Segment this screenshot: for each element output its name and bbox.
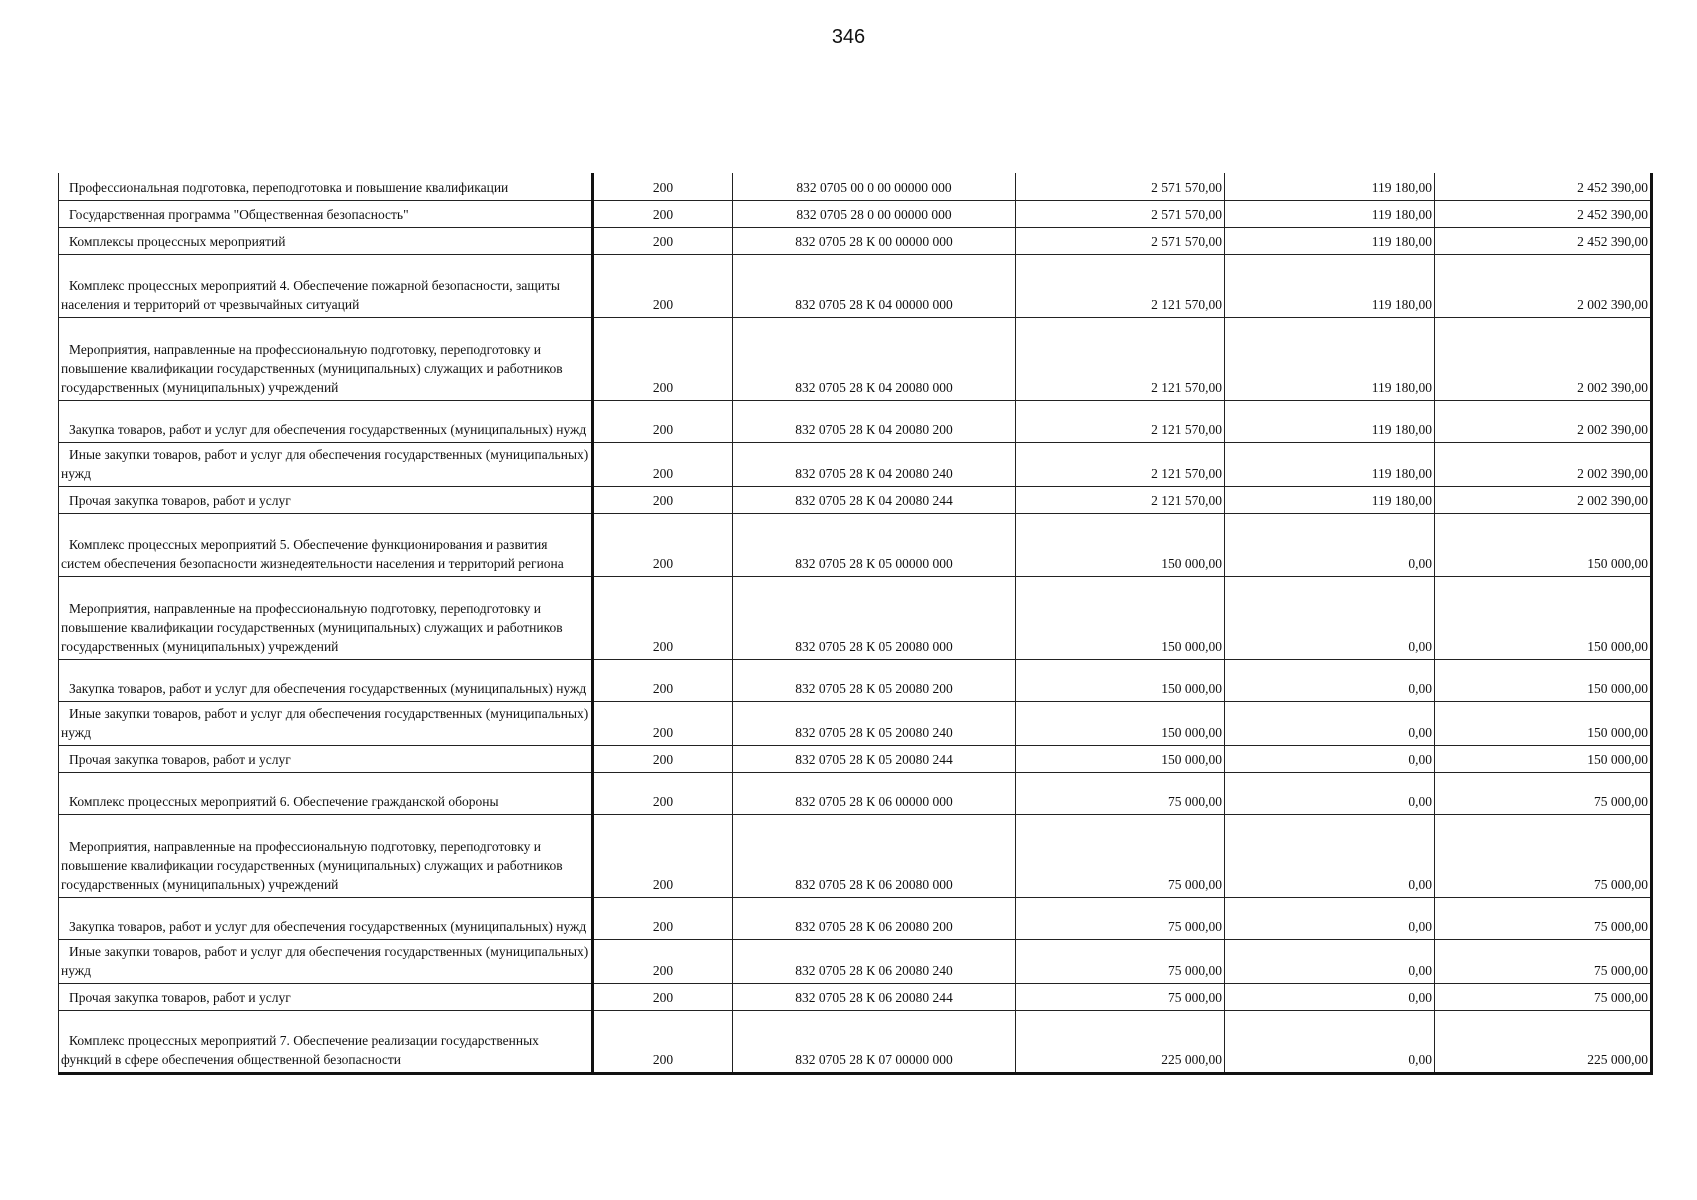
row-name-cell — [59, 772, 593, 814]
row-executed-cell: 119 180,00 — [1225, 442, 1435, 486]
row-unexecuted-cell: 2 002 390,00 — [1435, 442, 1652, 486]
row-name-cell — [59, 659, 593, 701]
table-row — [59, 173, 1652, 200]
row-line-code-cell: 200 — [593, 400, 733, 442]
row-budget-code-cell: 832 0705 28 К 05 20080 200 — [733, 659, 1016, 701]
row-line-code-cell: 200 — [593, 814, 733, 897]
row-line-code-cell: 200 — [593, 772, 733, 814]
row-executed-cell: 0,00 — [1225, 659, 1435, 701]
row-line-code-cell: 200 — [593, 897, 733, 939]
row-executed-cell: 0,00 — [1225, 939, 1435, 983]
row-budget-code-cell: 832 0705 28 К 05 00000 000 — [733, 513, 1016, 576]
row-budget-code-cell: 832 0705 00 0 00 00000 000 — [733, 173, 1016, 200]
row-line-code-cell: 200 — [593, 486, 733, 513]
row-budget-code-cell: 832 0705 28 К 06 20080 244 — [733, 983, 1016, 1010]
row-approved-cell: 150 000,00 — [1016, 701, 1225, 745]
row-approved-cell: 2 571 570,00 — [1016, 227, 1225, 254]
row-budget-code-cell: 832 0705 28 К 05 20080 000 — [733, 576, 1016, 659]
row-approved-cell: 2 571 570,00 — [1016, 173, 1225, 200]
row-name-text: Иные закупки товаров, работ и услуг для обеспечения государственных (муниципальных) нужд — [61, 705, 589, 740]
row-executed-cell: 0,00 — [1225, 745, 1435, 772]
row-name-text: Комплекс процессных мероприятий 7. Обеспечение реализации государственных функций в сфере обеспечения общественной безопасности — [61, 1032, 539, 1067]
row-executed-cell: 0,00 — [1225, 983, 1435, 1010]
table-row — [59, 227, 1652, 254]
row-approved-cell: 2 571 570,00 — [1016, 200, 1225, 227]
row-name-cell — [59, 576, 593, 659]
row-budget-code-cell: 832 0705 28 К 00 00000 000 — [733, 227, 1016, 254]
row-unexecuted-cell: 75 000,00 — [1435, 814, 1652, 897]
row-approved-cell: 2 121 570,00 — [1016, 486, 1225, 513]
row-budget-code-cell: 832 0705 28 К 04 20080 240 — [733, 442, 1016, 486]
row-name-text: Иные закупки товаров, работ и услуг для обеспечения государственных (муниципальных) нужд — [61, 446, 589, 481]
row-line-code-cell: 200 — [593, 939, 733, 983]
row-name-text: Комплекс процессных мероприятий 5. Обеспечение функционирования и развития систем обеспечения безопасности жизнедеятельности населения и территорий региона — [61, 536, 564, 571]
row-line-code-cell: 200 — [593, 173, 733, 200]
row-line-code-cell: 200 — [593, 513, 733, 576]
row-name-cell — [59, 897, 593, 939]
row-unexecuted-cell: 2 002 390,00 — [1435, 317, 1652, 400]
row-name-text: Мероприятия, направленные на профессиональную подготовку, переподготовку и повышение квалификации государственных (муниципальных) служащих и работников государственных (муниципальных) учреждений — [61, 838, 563, 892]
row-unexecuted-cell: 2 452 390,00 — [1435, 173, 1652, 200]
row-name-cell — [59, 317, 593, 400]
row-approved-cell: 75 000,00 — [1016, 897, 1225, 939]
row-approved-cell: 75 000,00 — [1016, 983, 1225, 1010]
row-line-code-cell: 200 — [593, 983, 733, 1010]
row-budget-code-cell: 832 0705 28 К 04 00000 000 — [733, 254, 1016, 317]
page-number: 346 — [831, 26, 866, 48]
row-approved-cell: 150 000,00 — [1016, 513, 1225, 576]
row-line-code-cell: 200 — [593, 576, 733, 659]
row-budget-code-cell: 832 0705 28 К 04 20080 200 — [733, 400, 1016, 442]
row-name-cell — [59, 254, 593, 317]
row-name-text: Государственная программа "Общественная безопасность" — [69, 206, 409, 222]
row-approved-cell: 75 000,00 — [1016, 939, 1225, 983]
row-line-code-cell: 200 — [593, 317, 733, 400]
row-line-code-cell: 200 — [593, 200, 733, 227]
row-name-text: Мероприятия, направленные на профессиональную подготовку, переподготовку и повышение квалификации государственных (муниципальных) служащих и работников государственных (муниципальных) учреждений — [61, 600, 563, 654]
row-unexecuted-cell: 150 000,00 — [1435, 659, 1652, 701]
row-executed-cell: 0,00 — [1225, 772, 1435, 814]
row-name-cell — [59, 173, 593, 200]
row-name-text: Закупка товаров, работ и услуг для обеспечения государственных (муниципальных) нужд — [69, 918, 587, 934]
row-name-text: Профессиональная подготовка, переподготовка и повышение квалификации — [69, 179, 509, 195]
row-name-text: Иные закупки товаров, работ и услуг для обеспечения государственных (муниципальных) нужд — [61, 943, 589, 978]
row-budget-code-cell: 832 0705 28 К 07 00000 000 — [733, 1010, 1016, 1073]
row-executed-cell: 119 180,00 — [1225, 173, 1435, 200]
table-row — [59, 659, 1652, 701]
row-approved-cell: 150 000,00 — [1016, 576, 1225, 659]
row-line-code-cell: 200 — [593, 1010, 733, 1073]
row-budget-code-cell: 832 0705 28 К 04 20080 000 — [733, 317, 1016, 400]
row-approved-cell: 2 121 570,00 — [1016, 442, 1225, 486]
table-row — [59, 400, 1652, 442]
table-row — [59, 745, 1652, 772]
row-budget-code-cell: 832 0705 28 К 06 20080 000 — [733, 814, 1016, 897]
row-unexecuted-cell: 2 452 390,00 — [1435, 227, 1652, 254]
row-unexecuted-cell: 225 000,00 — [1435, 1010, 1652, 1073]
table-row — [59, 701, 1652, 745]
table-row — [59, 442, 1652, 486]
row-unexecuted-cell: 75 000,00 — [1435, 939, 1652, 983]
table-row — [59, 939, 1652, 983]
row-approved-cell: 2 121 570,00 — [1016, 400, 1225, 442]
row-name-cell — [59, 200, 593, 227]
row-approved-cell: 150 000,00 — [1016, 659, 1225, 701]
row-budget-code-cell: 832 0705 28 К 05 20080 244 — [733, 745, 1016, 772]
row-approved-cell: 225 000,00 — [1016, 1010, 1225, 1073]
row-name-cell — [59, 400, 593, 442]
row-unexecuted-cell: 75 000,00 — [1435, 983, 1652, 1010]
row-name-text: Мероприятия, направленные на профессиональную подготовку, переподготовку и повышение квалификации государственных (муниципальных) служащих и работников государственных (муниципальных) учреждений — [61, 341, 563, 395]
row-name-text: Комплекс процессных мероприятий 4. Обеспечение пожарной безопасности, защиты населения и территорий от чрезвычайных ситуаций — [61, 277, 560, 312]
row-budget-code-cell: 832 0705 28 К 04 20080 244 — [733, 486, 1016, 513]
row-unexecuted-cell: 2 002 390,00 — [1435, 486, 1652, 513]
row-name-cell — [59, 983, 593, 1010]
row-executed-cell: 119 180,00 — [1225, 486, 1435, 513]
table-row — [59, 1010, 1652, 1073]
row-unexecuted-cell: 150 000,00 — [1435, 745, 1652, 772]
row-unexecuted-cell: 150 000,00 — [1435, 701, 1652, 745]
table-row — [59, 254, 1652, 317]
row-name-cell — [59, 227, 593, 254]
row-name-cell — [59, 442, 593, 486]
row-executed-cell: 0,00 — [1225, 1010, 1435, 1073]
table-row — [59, 317, 1652, 400]
row-approved-cell: 150 000,00 — [1016, 745, 1225, 772]
row-unexecuted-cell: 75 000,00 — [1435, 897, 1652, 939]
row-name-text: Закупка товаров, работ и услуг для обеспечения государственных (муниципальных) нужд — [69, 680, 587, 696]
row-line-code-cell: 200 — [593, 254, 733, 317]
row-name-text: Прочая закупка товаров, работ и услуг — [69, 751, 291, 767]
budget-table-body — [59, 173, 1652, 1073]
row-line-code-cell: 200 — [593, 442, 733, 486]
table-row — [59, 200, 1652, 227]
row-name-text: Прочая закупка товаров, работ и услуг — [69, 989, 291, 1005]
row-unexecuted-cell: 2 002 390,00 — [1435, 254, 1652, 317]
row-executed-cell: 0,00 — [1225, 897, 1435, 939]
row-approved-cell: 75 000,00 — [1016, 772, 1225, 814]
row-line-code-cell: 200 — [593, 227, 733, 254]
row-name-cell — [59, 486, 593, 513]
row-name-cell — [59, 1010, 593, 1073]
row-approved-cell: 2 121 570,00 — [1016, 317, 1225, 400]
row-executed-cell: 0,00 — [1225, 576, 1435, 659]
row-executed-cell: 0,00 — [1225, 701, 1435, 745]
row-line-code-cell: 200 — [593, 659, 733, 701]
row-unexecuted-cell: 2 452 390,00 — [1435, 200, 1652, 227]
row-line-code-cell: 200 — [593, 745, 733, 772]
row-budget-code-cell: 832 0705 28 К 05 20080 240 — [733, 701, 1016, 745]
row-unexecuted-cell: 2 002 390,00 — [1435, 400, 1652, 442]
table-row — [59, 983, 1652, 1010]
table-row — [59, 486, 1652, 513]
row-approved-cell: 2 121 570,00 — [1016, 254, 1225, 317]
row-name-text: Прочая закупка товаров, работ и услуг — [69, 492, 291, 508]
row-budget-code-cell: 832 0705 28 К 06 20080 240 — [733, 939, 1016, 983]
row-executed-cell: 119 180,00 — [1225, 200, 1435, 227]
row-budget-code-cell: 832 0705 28 К 06 20080 200 — [733, 897, 1016, 939]
row-executed-cell: 119 180,00 — [1225, 227, 1435, 254]
row-line-code-cell: 200 — [593, 701, 733, 745]
row-unexecuted-cell: 150 000,00 — [1435, 513, 1652, 576]
table-row — [59, 897, 1652, 939]
row-unexecuted-cell: 75 000,00 — [1435, 772, 1652, 814]
row-executed-cell: 0,00 — [1225, 814, 1435, 897]
row-name-text: Комплекс процессных мероприятий 6. Обеспечение гражданской обороны — [69, 793, 499, 809]
row-executed-cell: 0,00 — [1225, 513, 1435, 576]
row-executed-cell: 119 180,00 — [1225, 400, 1435, 442]
row-name-cell — [59, 745, 593, 772]
row-unexecuted-cell: 150 000,00 — [1435, 576, 1652, 659]
table-row — [59, 513, 1652, 576]
row-budget-code-cell: 832 0705 28 0 00 00000 000 — [733, 200, 1016, 227]
row-name-cell — [59, 814, 593, 897]
row-name-cell — [59, 939, 593, 983]
row-executed-cell: 119 180,00 — [1225, 254, 1435, 317]
row-name-text: Закупка товаров, работ и услуг для обеспечения государственных (муниципальных) нужд — [69, 421, 587, 437]
row-budget-code-cell: 832 0705 28 К 06 00000 000 — [733, 772, 1016, 814]
row-name-cell — [59, 701, 593, 745]
table-row — [59, 814, 1652, 897]
row-name-text: Комплексы процессных мероприятий — [69, 233, 286, 249]
budget-table — [58, 173, 1653, 1075]
table-row — [59, 576, 1652, 659]
row-name-cell — [59, 513, 593, 576]
row-executed-cell: 119 180,00 — [1225, 317, 1435, 400]
table-row — [59, 772, 1652, 814]
row-approved-cell: 75 000,00 — [1016, 814, 1225, 897]
